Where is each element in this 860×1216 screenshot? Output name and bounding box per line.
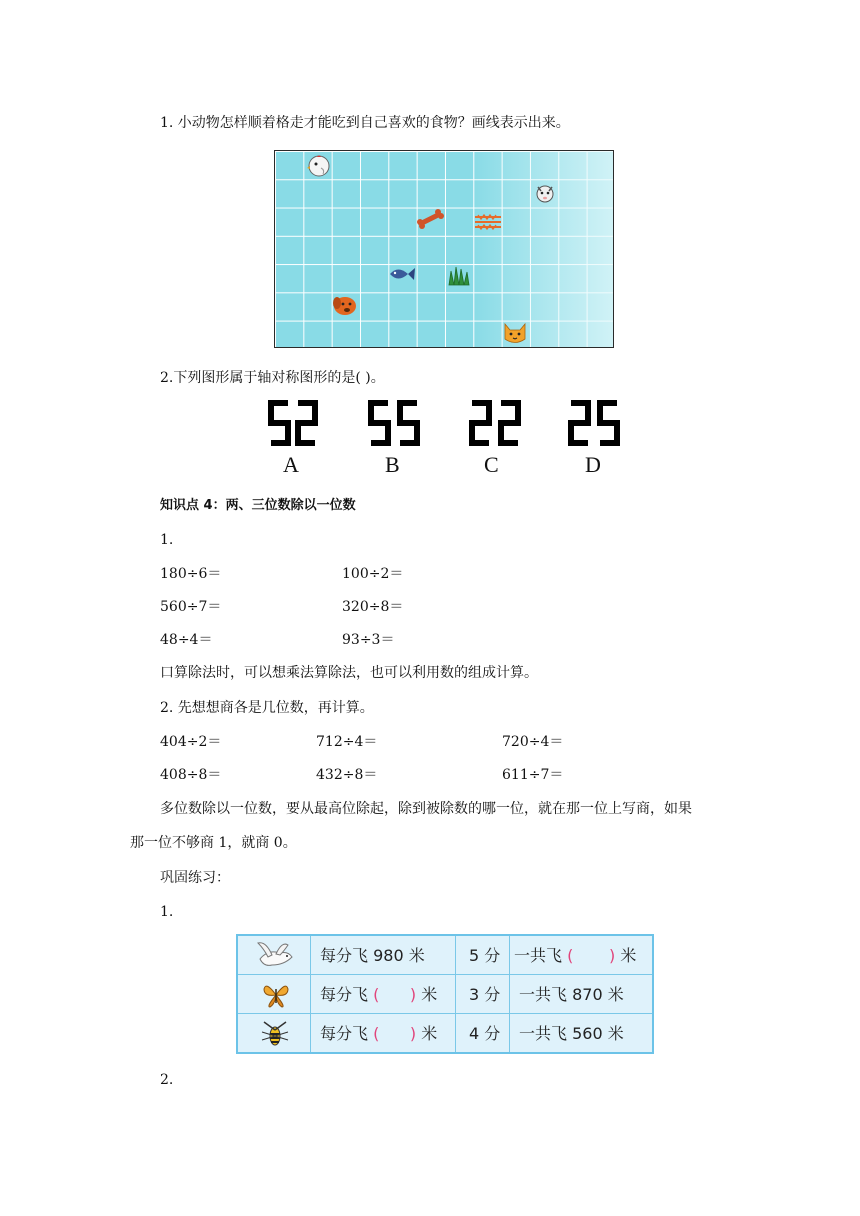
fish-skeleton-icon — [473, 213, 503, 231]
practice-2-label: 2. — [160, 1072, 174, 1088]
figure-b — [368, 400, 420, 446]
dove-icon — [254, 939, 294, 973]
answer-blank[interactable]: ( ) — [567, 946, 616, 965]
option-b-label: B — [385, 452, 400, 477]
exercise-item: 100÷2＝ — [342, 566, 404, 582]
exercise-item: 404÷2＝ — [160, 734, 222, 750]
speed-cell: 每分飞 — [320, 1024, 369, 1043]
tip-text-line-1: 多位数除以一位数，要从最高位除起，除到被除数的哪一位，就在那一位上写商，如果 — [160, 801, 692, 817]
exercise-item: 560÷7＝ — [160, 599, 222, 615]
question-2-title: 2.下列图形属于轴对称图形的是( )。 — [160, 370, 385, 386]
exercise-item: 611÷7＝ — [502, 767, 564, 783]
figure-a — [268, 400, 318, 446]
total-cell: 一共飞 870 米 — [519, 985, 624, 1004]
unit-label: 米 — [421, 1024, 438, 1043]
exercise-item: 408÷8＝ — [160, 767, 222, 783]
exercise-item: 432÷8＝ — [316, 767, 378, 783]
practice-heading: 巩固练习： — [160, 870, 230, 886]
speed-cell: 每分飞 980 米 — [320, 946, 425, 965]
section-heading: 知识点 4：两、三位数除以一位数 — [160, 498, 356, 513]
question-1-title: 1. 小动物怎样顺着格走才能吃到自己喜欢的食物？画线表示出来。 — [160, 115, 570, 131]
tip-text-line-2: 那一位不够商 1，就商 0。 — [130, 835, 297, 851]
time-cell: 5 分 — [469, 946, 501, 965]
dog-icon — [331, 293, 359, 317]
tip-text: 口算除法时，可以想乘法算除法，也可以利用数的组成计算。 — [160, 665, 538, 681]
chicken-icon — [307, 154, 331, 178]
butterfly-icon — [262, 979, 290, 1011]
speed-cell: 每分飞 — [320, 985, 369, 1004]
unit-label: 米 — [421, 985, 438, 1004]
option-a-label: A — [283, 452, 299, 477]
exercise-1-label: 1. — [160, 532, 174, 548]
animal-food-grid — [274, 150, 614, 348]
bone-icon — [416, 209, 444, 229]
exercise-item: 720÷4＝ — [502, 734, 564, 750]
flight-table — [236, 934, 654, 1054]
exercise-2-title: 2. 先想想商各是几位数，再计算。 — [160, 700, 374, 716]
exercise-item: 180÷6＝ — [160, 566, 222, 582]
bee-icon — [260, 1018, 290, 1050]
exercise-item: 712÷4＝ — [316, 734, 378, 750]
total-cell: 一共飞 560 米 — [519, 1024, 624, 1043]
table-row — [238, 1014, 652, 1053]
answer-blank[interactable]: ( ) — [373, 985, 417, 1004]
time-cell: 3 分 — [469, 985, 501, 1004]
time-cell: 4 分 — [469, 1024, 501, 1043]
unit-label: 米 — [620, 946, 637, 965]
answer-blank[interactable]: ( ) — [373, 1024, 417, 1043]
goat-icon — [533, 181, 557, 205]
total-cell: 一共飞 — [514, 946, 563, 965]
option-c-label: C — [484, 452, 499, 477]
fish-icon — [388, 265, 416, 283]
exercise-item: 48÷4＝ — [160, 632, 213, 648]
figure-d — [568, 400, 620, 446]
table-row — [238, 936, 652, 975]
exercise-item: 93÷3＝ — [342, 632, 395, 648]
grass-icon — [445, 263, 473, 287]
option-d-label: D — [585, 452, 601, 477]
table-row — [238, 975, 652, 1014]
practice-1-label: 1. — [160, 904, 174, 920]
figure-c — [469, 400, 521, 446]
cat-icon — [502, 321, 528, 345]
exercise-item: 320÷8＝ — [342, 599, 404, 615]
